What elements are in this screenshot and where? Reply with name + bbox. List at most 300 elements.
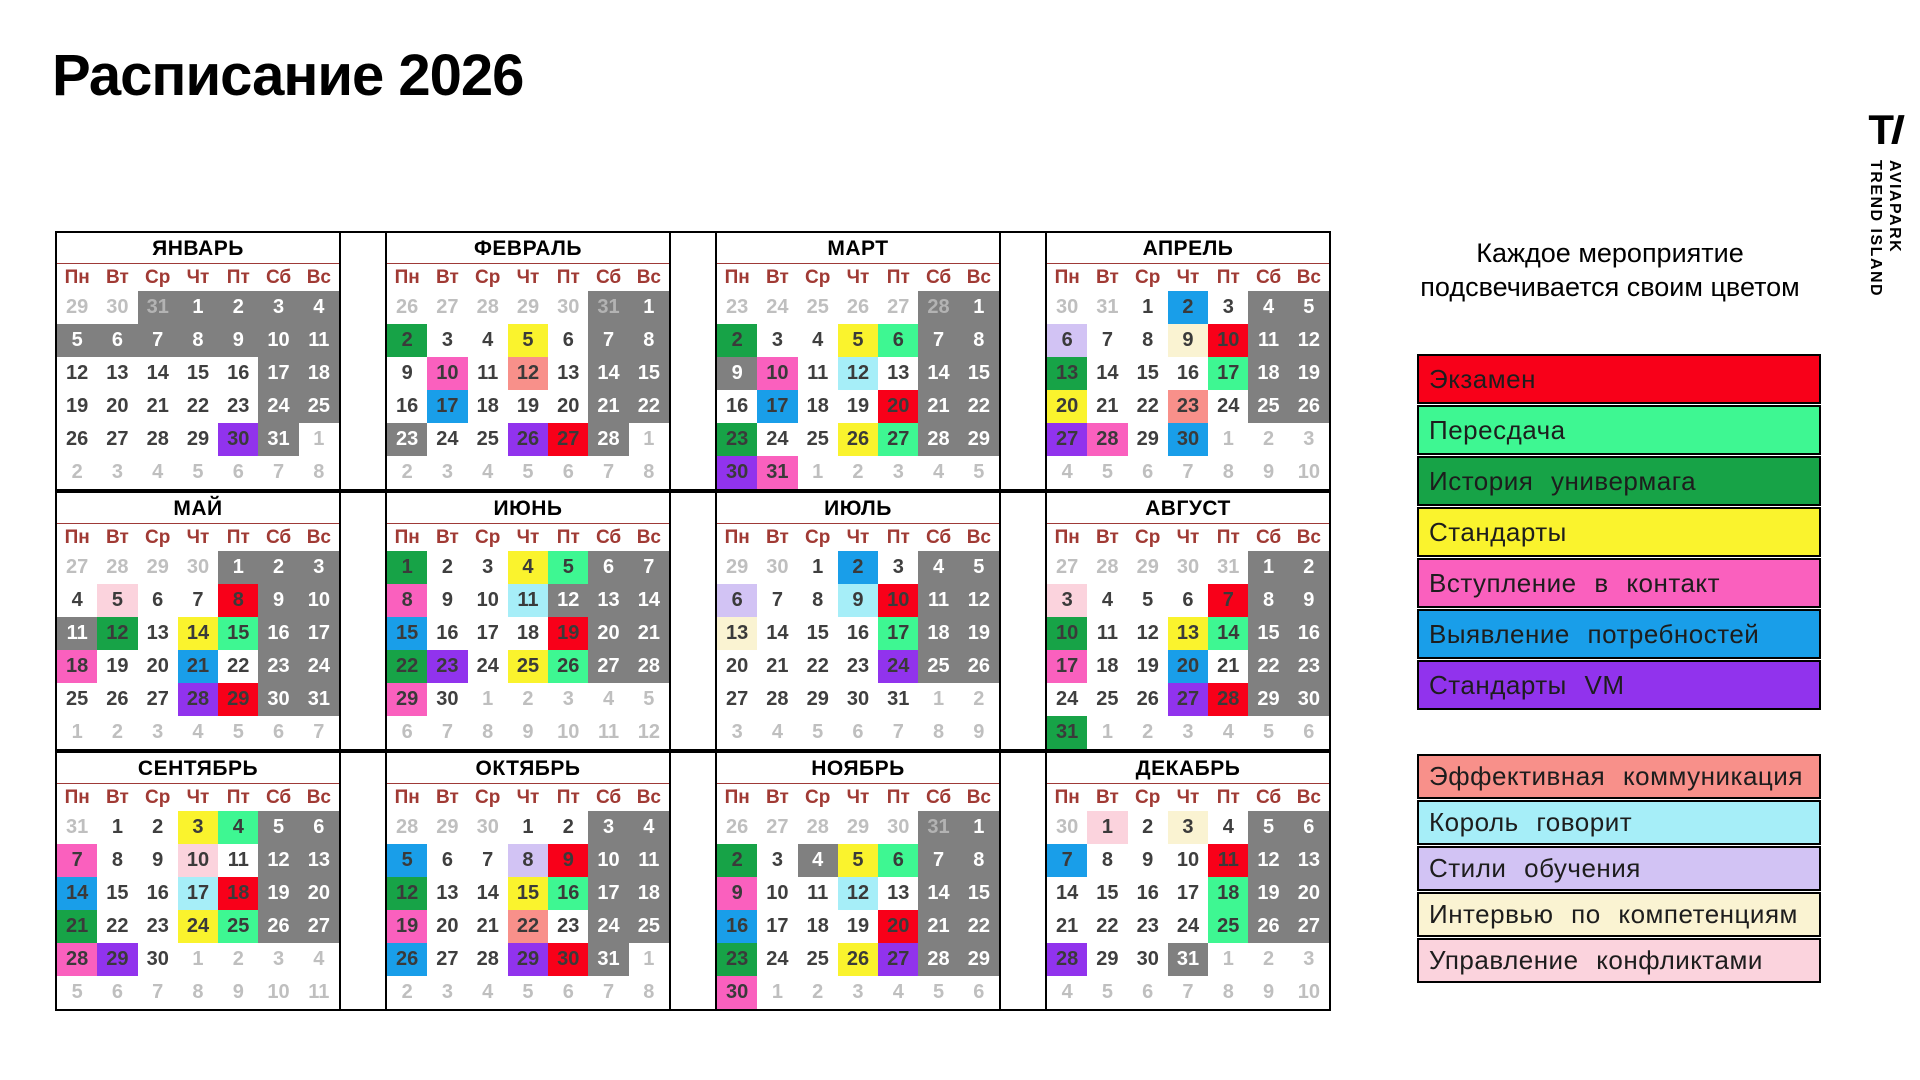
day-cell: 22	[1136, 395, 1159, 417]
day-cell: 3	[771, 329, 783, 351]
weekday-header: Вс	[636, 266, 661, 288]
weekday-header: Ср	[1135, 786, 1161, 808]
day-cell: 16	[436, 622, 459, 644]
day-cell: 16	[548, 877, 588, 910]
day-cell: 25	[806, 296, 829, 318]
day-cell: 22	[387, 650, 427, 683]
day-cell: 2	[522, 688, 534, 710]
day-cell: 1	[192, 948, 204, 970]
day-cell: 27	[548, 423, 588, 456]
day-cell: 8	[508, 844, 548, 877]
day-cell: 6	[272, 721, 285, 743]
day-cell: 7	[272, 461, 285, 483]
day-cell: 15	[387, 617, 427, 650]
day-cell: 9	[717, 877, 757, 910]
weekday-header: Вт	[766, 526, 789, 548]
day-cell: 1	[1101, 721, 1113, 743]
day-cell: 21	[146, 395, 169, 417]
day-cell: 30	[557, 296, 580, 318]
weekday-header: Сб	[1255, 266, 1282, 288]
day-cell: 6	[232, 461, 244, 483]
day-cell: 8	[218, 584, 258, 617]
day-cell: 9	[152, 849, 164, 871]
day-cell: 4	[1101, 589, 1113, 611]
day-cell: 2	[1289, 551, 1329, 584]
day-cell: 3	[258, 291, 298, 324]
day-cell: 5	[1262, 721, 1275, 743]
weekday-header: Чт	[186, 266, 210, 288]
weekday-header: Чт	[846, 786, 870, 808]
weekday-header: Чт	[1176, 526, 1200, 548]
day-cell: 26	[258, 910, 298, 943]
day-cell: 28	[476, 948, 499, 970]
day-cell: 23	[427, 650, 467, 683]
day-cell: 15	[959, 877, 999, 910]
day-cell: 1	[71, 721, 83, 743]
day-cell: 17	[757, 390, 797, 423]
legend-item-history	[1417, 456, 1821, 506]
day-cell: 9	[1289, 584, 1329, 617]
day-cell: 3	[731, 721, 743, 743]
day-cell: 5	[71, 981, 83, 1003]
day-cell: 7	[771, 589, 783, 611]
day-cell: 27	[588, 650, 628, 683]
weekday-header: Вс	[306, 786, 331, 808]
month-title: АПРЕЛЬ	[1047, 233, 1329, 264]
day-cell: 5	[232, 721, 244, 743]
legend-item-needs	[1417, 609, 1821, 659]
day-cell: 6	[878, 844, 918, 877]
day-cell: 5	[258, 811, 298, 844]
day-cell: 20	[878, 910, 918, 943]
day-cell: 12	[959, 584, 999, 617]
day-cell: 11	[227, 849, 249, 871]
day-cell: 15	[106, 882, 129, 904]
day-cell: 12	[838, 877, 878, 910]
day-cell: 4	[313, 948, 325, 970]
day-cell: 10	[299, 584, 339, 617]
weekday-header: Вс	[1296, 266, 1321, 288]
weekday-header: Пт	[226, 266, 250, 288]
day-cell: 16	[1136, 882, 1159, 904]
day-cell: 12	[258, 844, 298, 877]
weekday-header: Пн	[724, 526, 750, 548]
day-cell: 18	[218, 877, 258, 910]
weekday-header: Пт	[556, 266, 580, 288]
day-cell: 7	[1101, 329, 1113, 351]
day-cell: 18	[806, 395, 829, 417]
month-table	[717, 264, 999, 489]
day-cell: 30	[1176, 556, 1200, 578]
day-cell: 2	[717, 844, 757, 877]
day-cell: 16	[1176, 362, 1200, 384]
legend-label: Стандарты VM	[1429, 669, 1625, 700]
month-block	[385, 491, 671, 751]
day-cell: 5	[838, 844, 878, 877]
day-cell: 7	[602, 981, 615, 1003]
day-cell: 18	[1096, 655, 1119, 677]
month-gap	[671, 231, 715, 491]
day-cell: 2	[562, 816, 574, 838]
day-cell: 24	[1056, 688, 1079, 710]
day-cell: 17	[1047, 650, 1087, 683]
day-cell: 21	[766, 655, 789, 677]
legend-label: История универмага	[1429, 465, 1697, 496]
weekday-header: Вс	[1296, 786, 1321, 808]
day-cell: 12	[387, 877, 427, 910]
day-cell: 26	[548, 650, 588, 683]
day-cell: 30	[766, 556, 789, 578]
day-cell: 27	[106, 428, 129, 450]
day-cell: 5	[508, 324, 548, 357]
day-cell: 20	[878, 390, 918, 423]
legend-item-exam	[1417, 354, 1821, 404]
day-cell: 27	[878, 423, 918, 456]
weekday-header: Пт	[226, 786, 250, 808]
day-cell: 3	[1303, 428, 1315, 450]
day-cell: 11	[57, 617, 97, 650]
weekday-header: Пн	[394, 266, 420, 288]
day-cell: 8	[111, 849, 123, 871]
day-cell: 19	[959, 617, 999, 650]
day-cell: 10	[1208, 324, 1248, 357]
day-cell: 19	[1248, 877, 1288, 910]
day-cell: 6	[1142, 981, 1154, 1003]
day-cell: 24	[299, 650, 339, 683]
weekday-header: Вт	[106, 786, 129, 808]
month-title: ОКТЯБРЬ	[387, 753, 669, 784]
day-cell: 7	[602, 461, 615, 483]
day-cell: 27	[726, 688, 749, 710]
day-cell: 7	[482, 849, 494, 871]
day-cell: 5	[838, 324, 878, 357]
day-cell: 6	[1182, 589, 1194, 611]
day-cell: 19	[258, 877, 298, 910]
day-cell: 7	[918, 324, 958, 357]
day-cell: 9	[1262, 981, 1275, 1003]
day-cell: 24	[476, 655, 499, 677]
day-cell: 7	[1208, 584, 1248, 617]
day-cell: 15	[1136, 362, 1159, 384]
day-cell: 5	[973, 461, 985, 483]
day-cell: 6	[111, 981, 123, 1003]
day-cell: 25	[1248, 390, 1288, 423]
legend-item-styles	[1417, 846, 1821, 891]
month-table	[717, 524, 999, 749]
legend-note	[1398, 236, 1822, 304]
weekday-header: Чт	[186, 786, 210, 808]
logo-mark-icon: TI	[1868, 106, 1908, 153]
day-cell: 27	[146, 688, 169, 710]
weekday-header: Сб	[595, 526, 622, 548]
month-block	[385, 751, 671, 1011]
weekday-header: Пн	[1054, 526, 1080, 548]
day-cell: 9	[1262, 461, 1275, 483]
day-cell: 15	[629, 357, 669, 390]
day-cell: 7	[1182, 981, 1194, 1003]
day-cell: 5	[387, 844, 427, 877]
weekday-header: Вт	[1096, 266, 1119, 288]
weekday-header: Чт	[1176, 786, 1200, 808]
day-cell: 23	[717, 943, 757, 976]
day-cell: 20	[1289, 877, 1329, 910]
weekday-header: Пн	[64, 786, 90, 808]
day-cell: 1	[313, 428, 325, 450]
day-cell: 4	[812, 329, 824, 351]
month-block	[1045, 751, 1331, 1011]
day-cell: 2	[812, 981, 824, 1003]
day-cell: 24	[1217, 395, 1240, 417]
weekday-header: Сб	[265, 526, 292, 548]
weekday-header: Вс	[636, 526, 661, 548]
month-table	[57, 524, 339, 749]
day-cell: 13	[588, 584, 628, 617]
logo-text: TREND ISLAND AVIAPARK	[1867, 160, 1903, 298]
day-cell: 5	[192, 461, 204, 483]
weekday-header: Ср	[805, 266, 831, 288]
weekday-header: Сб	[925, 786, 952, 808]
day-cell: 20	[726, 655, 749, 677]
day-cell: 30	[186, 556, 210, 578]
month-gap	[341, 231, 385, 491]
day-cell: 17	[1208, 357, 1248, 390]
day-cell: 22	[186, 395, 210, 417]
day-cell: 6	[562, 981, 574, 1003]
day-cell: 20	[436, 915, 459, 937]
weekday-header: Пт	[226, 526, 250, 548]
day-cell: 30	[887, 816, 910, 838]
day-cell: 8	[313, 461, 325, 483]
day-cell: 21	[178, 650, 218, 683]
day-cell: 12	[637, 721, 660, 743]
weekday-header: Вс	[1296, 526, 1321, 548]
day-cell: 5	[643, 688, 655, 710]
day-cell: 26	[396, 296, 419, 318]
day-cell: 24	[766, 428, 789, 450]
legend-label: Интервью по компетенциям	[1429, 899, 1798, 929]
day-cell: 7	[1182, 461, 1194, 483]
day-cell: 18	[57, 650, 97, 683]
weekday-header: Сб	[595, 266, 622, 288]
day-cell: 14	[1096, 362, 1119, 384]
day-cell: 6	[562, 329, 574, 351]
day-cell: 14	[588, 357, 628, 390]
day-cell: 1	[629, 291, 669, 324]
month-title: СЕНТЯБРЬ	[57, 753, 339, 784]
day-cell: 3	[562, 688, 574, 710]
legend-program-types	[1417, 754, 1821, 984]
day-cell: 19	[1136, 655, 1159, 677]
day-cell: 16	[396, 395, 419, 417]
weekday-header: Вс	[966, 266, 991, 288]
day-cell: 26	[838, 423, 878, 456]
day-cell: 28	[918, 291, 958, 324]
month-block	[1045, 231, 1331, 491]
weekday-header: Сб	[925, 526, 952, 548]
weekday-header: Вс	[636, 786, 661, 808]
day-cell: 30	[258, 683, 298, 716]
day-cell: 2	[218, 291, 258, 324]
weekday-header: Пн	[64, 526, 90, 548]
day-cell: 12	[97, 617, 137, 650]
day-cell: 26	[959, 650, 999, 683]
day-cell: 4	[629, 811, 669, 844]
day-cell: 4	[602, 688, 615, 710]
day-cell: 6	[717, 584, 757, 617]
day-cell: 3	[1168, 811, 1208, 844]
day-cell: 25	[1096, 688, 1119, 710]
weekday-header: Вс	[306, 526, 331, 548]
day-cell: 2	[232, 948, 244, 970]
day-cell: 19	[1289, 357, 1329, 390]
day-cell: 29	[806, 688, 829, 710]
day-cell: 23	[1168, 390, 1208, 423]
day-cell: 28	[766, 688, 789, 710]
day-cell: 29	[516, 296, 540, 318]
day-cell: 18	[806, 915, 829, 937]
month-block	[55, 491, 341, 751]
day-cell: 26	[508, 423, 548, 456]
day-cell: 24	[436, 428, 459, 450]
day-cell: 1	[812, 556, 824, 578]
month-block	[55, 231, 341, 491]
weekday-header: Вс	[966, 526, 991, 548]
weekday-header: Чт	[516, 266, 540, 288]
day-cell: 31	[918, 811, 958, 844]
day-cell: 4	[918, 551, 958, 584]
day-cell: 20	[557, 395, 580, 417]
weekday-header: Пн	[724, 266, 750, 288]
day-cell: 30	[1056, 816, 1079, 838]
day-cell: 7	[918, 844, 958, 877]
day-cell: 31	[757, 456, 797, 489]
day-cell: 7	[152, 981, 164, 1003]
day-cell: 4	[1061, 981, 1073, 1003]
day-cell: 9	[401, 362, 413, 384]
day-cell: 28	[1208, 683, 1248, 716]
day-cell: 31	[588, 943, 628, 976]
day-cell: 30	[1056, 296, 1079, 318]
day-cell: 1	[178, 291, 218, 324]
legend-label: Вступление в контакт	[1429, 567, 1720, 598]
day-cell: 17	[1176, 882, 1200, 904]
day-cell: 4	[932, 461, 945, 483]
day-cell: 2	[441, 556, 453, 578]
day-cell: 17	[427, 390, 467, 423]
day-cell: 12	[1289, 324, 1329, 357]
weekday-header: Вт	[436, 266, 459, 288]
day-cell: 31	[1096, 296, 1119, 318]
day-cell: 8	[1222, 461, 1234, 483]
day-cell: 13	[887, 362, 910, 384]
legend-item-conflict	[1417, 938, 1821, 983]
day-cell: 29	[1096, 948, 1119, 970]
day-cell: 27	[1047, 423, 1087, 456]
day-cell: 7	[588, 324, 628, 357]
day-cell: 23	[227, 395, 250, 417]
month-table	[387, 264, 669, 489]
weekday-header: Сб	[1255, 786, 1282, 808]
weekday-header: Ср	[1135, 526, 1161, 548]
month-title: ФЕВРАЛЬ	[387, 233, 669, 264]
day-cell: 4	[1248, 291, 1288, 324]
month-gap	[1001, 491, 1045, 751]
day-cell: 5	[959, 551, 999, 584]
day-cell: 10	[427, 357, 467, 390]
day-cell: 29	[959, 943, 999, 976]
day-cell: 14	[918, 877, 958, 910]
day-cell: 21	[1056, 915, 1079, 937]
day-cell: 4	[1222, 816, 1234, 838]
day-cell: 8	[812, 589, 824, 611]
day-cell: 25	[508, 650, 548, 683]
day-cell: 10	[267, 981, 290, 1003]
day-cell: 4	[1222, 721, 1234, 743]
day-cell: 3	[588, 811, 628, 844]
day-cell: 5	[932, 981, 945, 1003]
month-title: АВГУСТ	[1047, 493, 1329, 524]
month-title: ДЕКАБРЬ	[1047, 753, 1329, 784]
day-cell: 24	[766, 948, 789, 970]
day-cell: 8	[629, 324, 669, 357]
month-gap	[671, 751, 715, 1011]
day-cell: 12	[1136, 622, 1159, 644]
day-cell: 17	[476, 622, 499, 644]
weekday-header: Ср	[475, 266, 501, 288]
weekday-header: Ср	[145, 786, 171, 808]
day-cell: 14	[918, 357, 958, 390]
legend-item-king	[1417, 800, 1821, 845]
day-cell: 2	[852, 461, 864, 483]
weekday-header: Ср	[475, 786, 501, 808]
day-cell: 31	[138, 291, 178, 324]
day-cell: 28	[178, 683, 218, 716]
day-cell: 17	[258, 357, 298, 390]
weekday-header: Пт	[556, 526, 580, 548]
day-cell: 20	[106, 395, 129, 417]
day-cell: 1	[771, 981, 783, 1003]
day-cell: 6	[1289, 811, 1329, 844]
day-cell: 2	[1168, 291, 1208, 324]
day-cell: 3	[482, 556, 494, 578]
weekday-header: Сб	[265, 266, 292, 288]
day-cell: 6	[1142, 461, 1154, 483]
day-cell: 2	[838, 551, 878, 584]
day-cell: 30	[146, 948, 169, 970]
month-block	[715, 231, 1001, 491]
day-cell: 12	[508, 357, 548, 390]
day-cell: 4	[1061, 461, 1073, 483]
day-cell: 3	[771, 849, 783, 871]
day-cell: 22	[959, 390, 999, 423]
day-cell: 6	[441, 849, 453, 871]
day-cell: 31	[299, 683, 339, 716]
day-cell: 7	[441, 721, 453, 743]
day-cell: 4	[482, 329, 494, 351]
day-cell: 27	[436, 296, 459, 318]
day-cell: 22	[959, 910, 999, 943]
day-cell: 8	[959, 324, 999, 357]
legend-label: Пересдача	[1429, 414, 1566, 445]
day-cell: 9	[218, 324, 258, 357]
day-cell: 10	[258, 324, 298, 357]
month-table	[387, 784, 669, 1009]
weekday-header: Сб	[265, 786, 292, 808]
day-cell: 1	[812, 461, 824, 483]
month-title: МАРТ	[717, 233, 999, 264]
day-cell: 6	[1047, 324, 1087, 357]
day-cell: 30	[717, 456, 757, 489]
